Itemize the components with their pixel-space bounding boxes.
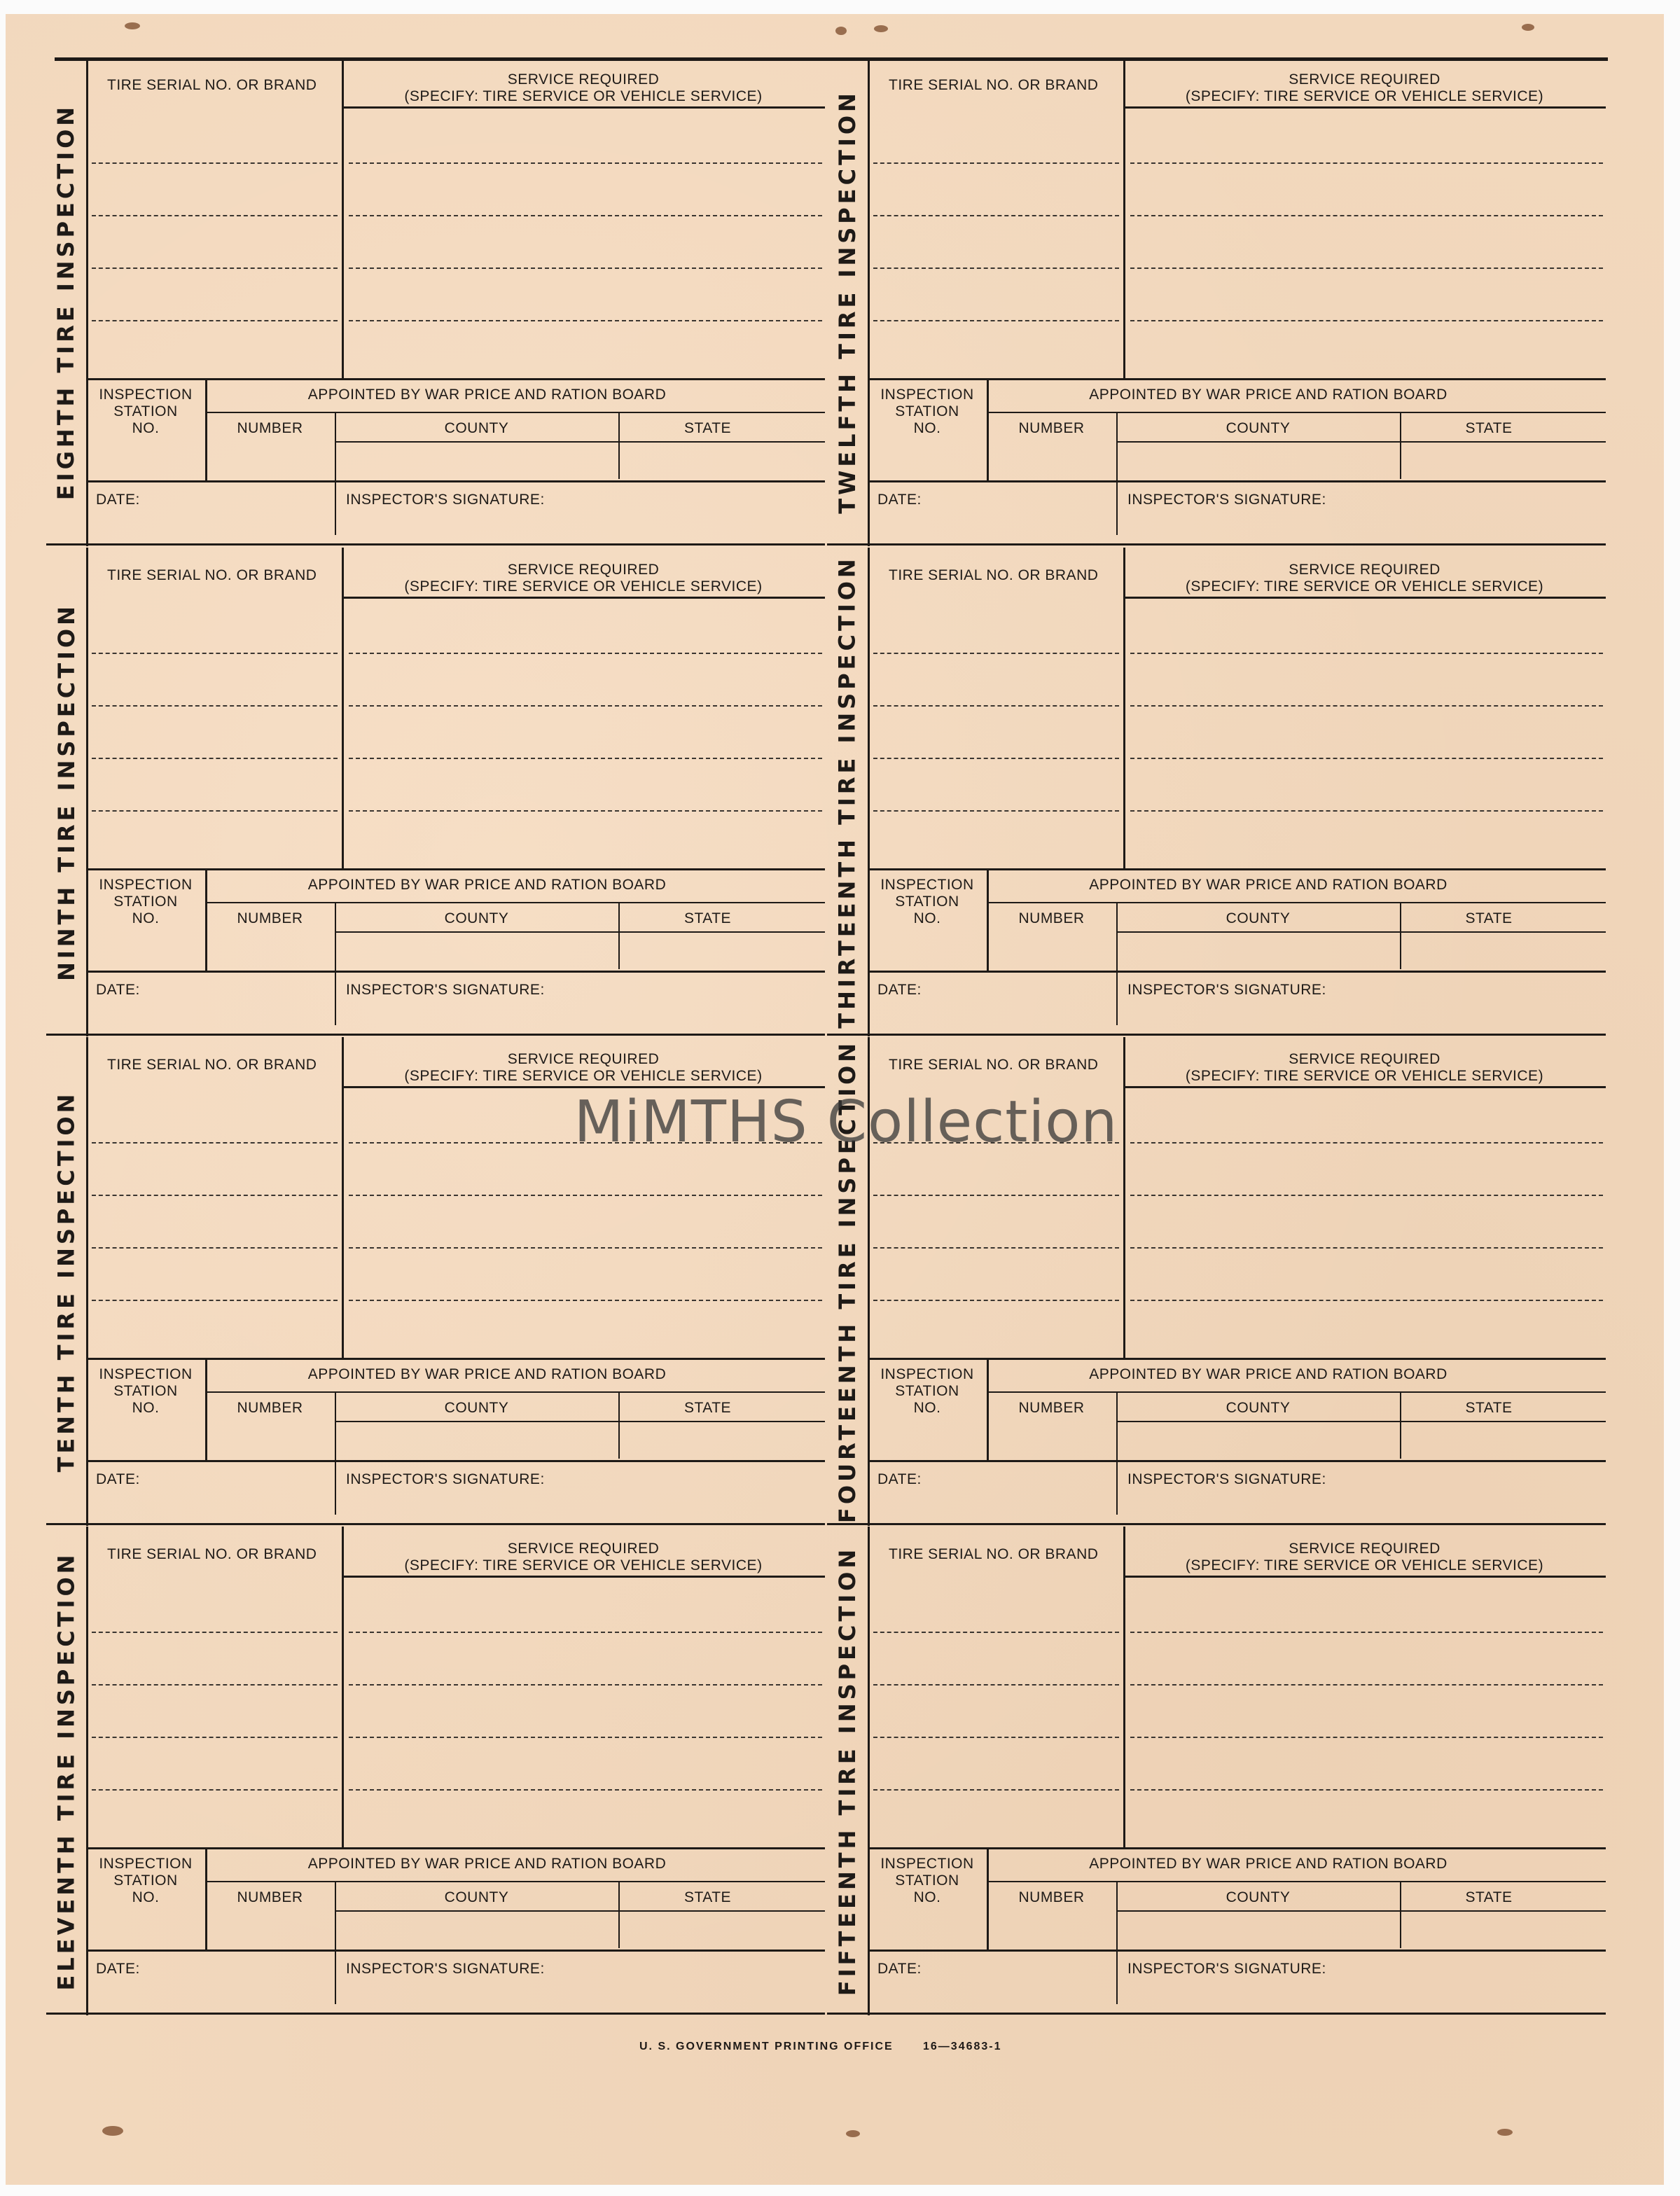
station-label-3: NO. — [913, 910, 941, 926]
serial-entry-line[interactable] — [92, 1142, 338, 1144]
header-rule — [1123, 597, 1606, 599]
service-entry-line[interactable] — [349, 267, 822, 269]
inspection-title — [827, 64, 868, 539]
serial-label: TIRE SERIAL NO. OR BRAND — [107, 1057, 317, 1073]
serial-entry-line[interactable] — [873, 215, 1119, 216]
service-entry-line[interactable] — [1130, 810, 1603, 812]
serial-entry-line[interactable] — [92, 1632, 338, 1633]
section-rule — [86, 378, 825, 380]
panel-border — [868, 1527, 870, 2015]
station-label-1: INSPECTION — [99, 1856, 193, 1872]
county-state-rule[interactable] — [1116, 1910, 1606, 1912]
inspection-title-text: THIRTEENTH TIRE INSPECTION — [834, 555, 861, 1029]
service-entry-line[interactable] — [349, 1737, 822, 1738]
serial-label: TIRE SERIAL NO. OR BRAND — [889, 1546, 1099, 1562]
date-rule — [868, 1460, 1606, 1462]
section-rule — [868, 1358, 1606, 1360]
county-state-rule[interactable] — [335, 441, 825, 443]
county-state-rule[interactable] — [335, 1910, 825, 1912]
number-divider — [1116, 412, 1118, 535]
serial-entry-line[interactable] — [873, 267, 1119, 269]
number-divider — [335, 1391, 336, 1515]
inspection-panel — [827, 548, 1606, 1036]
station-label-1: INSPECTION — [99, 1366, 193, 1382]
serial-entry-line[interactable] — [92, 1789, 338, 1791]
county-divider — [618, 1881, 620, 1948]
serial-entry-line[interactable] — [873, 758, 1119, 759]
serial-entry-line[interactable] — [92, 215, 338, 216]
paper-stain — [125, 22, 140, 29]
panel-border — [868, 57, 870, 546]
header-rule — [342, 106, 825, 109]
column-divider — [1123, 1037, 1125, 1359]
board-label: APPOINTED BY WAR PRICE AND RATION BOARD — [1089, 387, 1448, 403]
date-label: DATE: — [877, 1961, 922, 1977]
inspection-title-text: TWELFTH TIRE INSPECTION — [834, 90, 861, 514]
serial-entry-line[interactable] — [92, 705, 338, 707]
inspection-title-text: FOURTEENTH TIRE INSPECTION — [834, 1040, 861, 1523]
date-rule — [86, 1950, 825, 1952]
date-rule — [86, 480, 825, 482]
county-divider — [618, 412, 620, 479]
paper-stain — [835, 27, 847, 35]
panel-bottom-rule — [827, 1523, 1606, 1525]
service-entry-line[interactable] — [349, 758, 822, 759]
service-spec-label: (SPECIFY: TIRE SERVICE OR VEHICLE SERVICE) — [1185, 578, 1544, 595]
header-rule — [342, 1086, 825, 1088]
date-label: DATE: — [96, 1471, 140, 1487]
date-rule — [868, 1950, 1606, 1952]
service-label: SERVICE REQUIRED — [1289, 562, 1441, 578]
board-rule — [987, 902, 1606, 903]
station-label-1: INSPECTION — [880, 387, 974, 403]
number-label: NUMBER — [237, 910, 303, 926]
county-label: COUNTY — [1226, 420, 1291, 436]
county-label: COUNTY — [1226, 910, 1291, 926]
service-spec-label: (SPECIFY: TIRE SERVICE OR VEHICLE SERVICE) — [404, 1068, 763, 1084]
inspection-title-text: NINTH TIRE INSPECTION — [53, 603, 80, 981]
serial-entry-line[interactable] — [873, 320, 1119, 321]
station-label-2: STATION — [113, 894, 178, 910]
service-entry-line[interactable] — [1130, 1789, 1603, 1791]
paper-stain — [102, 2126, 123, 2136]
service-entry-line[interactable] — [349, 320, 822, 321]
serial-entry-line[interactable] — [92, 1684, 338, 1686]
panel-bottom-rule — [46, 1034, 825, 1036]
service-spec-label: (SPECIFY: TIRE SERVICE OR VEHICLE SERVICE) — [1185, 1068, 1544, 1084]
county-state-rule[interactable] — [1116, 441, 1606, 443]
column-divider — [342, 548, 344, 870]
station-label-3: NO. — [913, 1400, 941, 1416]
number-label: NUMBER — [237, 420, 303, 436]
board-label: APPOINTED BY WAR PRICE AND RATION BOARD — [307, 1856, 667, 1872]
column-divider — [1123, 1527, 1125, 1849]
service-entry-line[interactable] — [349, 162, 822, 164]
serial-entry-line[interactable] — [873, 1300, 1119, 1301]
station-label-3: NO. — [132, 1889, 160, 1905]
state-label: STATE — [683, 1889, 732, 1905]
serial-entry-line[interactable] — [92, 320, 338, 321]
board-rule — [987, 1391, 1606, 1393]
header-rule — [342, 597, 825, 599]
number-label: NUMBER — [237, 1400, 303, 1416]
service-entry-line[interactable] — [349, 1195, 822, 1196]
service-entry-line[interactable] — [1130, 1684, 1603, 1686]
service-label: SERVICE REQUIRED — [507, 1051, 660, 1067]
service-label: SERVICE REQUIRED — [507, 71, 660, 88]
signature-label: INSPECTOR'S SIGNATURE: — [1127, 1471, 1326, 1487]
service-entry-line[interactable] — [349, 1632, 822, 1633]
serial-entry-line[interactable] — [873, 810, 1119, 812]
serial-entry-line[interactable] — [92, 1195, 338, 1196]
inspection-panel — [46, 57, 825, 546]
serial-entry-line[interactable] — [92, 1737, 338, 1738]
paper-stain — [1497, 2129, 1513, 2136]
inspection-title-text: ELEVENTH TIRE INSPECTION — [53, 1551, 80, 1991]
station-label-3: NO. — [132, 420, 160, 436]
panel-bottom-rule — [46, 1523, 825, 1525]
date-label: DATE: — [877, 1471, 922, 1487]
panel-bottom-rule — [827, 2013, 1606, 2015]
state-label: STATE — [683, 910, 732, 926]
station-label-3: NO. — [132, 910, 160, 926]
panel-border — [86, 548, 88, 1036]
date-rule — [868, 971, 1606, 973]
serial-entry-line[interactable] — [92, 162, 338, 164]
state-label: STATE — [1465, 420, 1513, 436]
number-label: NUMBER — [237, 1889, 303, 1905]
number-divider — [1116, 1391, 1118, 1515]
county-label: COUNTY — [444, 420, 509, 436]
section-rule — [86, 1358, 825, 1360]
station-label-3: NO. — [913, 420, 941, 436]
date-label: DATE: — [96, 492, 140, 508]
section-rule — [868, 378, 1606, 380]
station-label-2: STATION — [895, 1872, 959, 1889]
state-label: STATE — [683, 1400, 732, 1416]
station-label-1: INSPECTION — [99, 877, 193, 893]
section-rule — [86, 1847, 825, 1849]
county-divider — [618, 902, 620, 969]
inspection-panel — [827, 1527, 1606, 2015]
station-label-2: STATION — [895, 403, 959, 419]
county-label: COUNTY — [444, 1889, 509, 1905]
county-label: COUNTY — [1226, 1889, 1291, 1905]
station-label-3: NO. — [913, 1889, 941, 1905]
serial-entry-line[interactable] — [873, 1789, 1119, 1791]
board-label: APPOINTED BY WAR PRICE AND RATION BOARD — [307, 877, 667, 893]
section-rule — [868, 1847, 1606, 1849]
inspection-title — [46, 64, 86, 539]
panel-bottom-rule — [46, 2013, 825, 2015]
column-divider — [342, 57, 344, 380]
printing-office-text: U. S. GOVERNMENT PRINTING OFFICE — [639, 2041, 894, 2052]
signature-label: INSPECTOR'S SIGNATURE: — [346, 1961, 545, 1977]
county-divider — [1400, 1881, 1401, 1948]
service-entry-line[interactable] — [349, 653, 822, 654]
county-state-rule[interactable] — [335, 931, 825, 933]
board-rule — [205, 1881, 825, 1882]
service-entry-line[interactable] — [349, 1300, 822, 1301]
station-label-2: STATION — [113, 1383, 178, 1399]
serial-label: TIRE SERIAL NO. OR BRAND — [889, 77, 1099, 93]
serial-entry-line[interactable] — [92, 1300, 338, 1301]
service-entry-line[interactable] — [1130, 320, 1603, 321]
serial-label: TIRE SERIAL NO. OR BRAND — [107, 567, 317, 583]
form-sheet — [6, 14, 1664, 2185]
panel-bottom-rule — [827, 543, 1606, 545]
station-label-2: STATION — [895, 1383, 959, 1399]
service-entry-line[interactable] — [1130, 267, 1603, 269]
serial-entry-line[interactable] — [873, 653, 1119, 654]
serial-entry-line[interactable] — [873, 1195, 1119, 1196]
service-label: SERVICE REQUIRED — [507, 562, 660, 578]
board-label: APPOINTED BY WAR PRICE AND RATION BOARD — [307, 387, 667, 403]
board-rule — [987, 412, 1606, 413]
service-entry-line[interactable] — [1130, 162, 1603, 164]
paper-stain — [1522, 24, 1534, 31]
inspection-panel — [827, 57, 1606, 546]
panel-border — [86, 1037, 88, 1526]
inspection-title — [46, 1534, 86, 2008]
serial-entry-line[interactable] — [873, 1247, 1119, 1249]
board-label: APPOINTED BY WAR PRICE AND RATION BOARD — [1089, 1856, 1448, 1872]
panel-border — [86, 57, 88, 546]
serial-label: TIRE SERIAL NO. OR BRAND — [889, 567, 1099, 583]
date-label: DATE: — [96, 1961, 140, 1977]
service-entry-line[interactable] — [1130, 1300, 1603, 1301]
service-entry-line[interactable] — [1130, 1247, 1603, 1249]
signature-label: INSPECTOR'S SIGNATURE: — [346, 982, 545, 998]
inspection-panel — [46, 1527, 825, 2015]
station-label-3: NO. — [132, 1400, 160, 1416]
service-entry-line[interactable] — [349, 1684, 822, 1686]
service-label: SERVICE REQUIRED — [1289, 71, 1441, 88]
signature-label: INSPECTOR'S SIGNATURE: — [346, 492, 545, 508]
station-label-1: INSPECTION — [99, 387, 193, 403]
serial-entry-line[interactable] — [873, 1737, 1119, 1738]
paper-stain — [846, 2130, 860, 2137]
header-rule — [342, 1576, 825, 1578]
serial-label: TIRE SERIAL NO. OR BRAND — [889, 1057, 1099, 1073]
column-divider — [342, 1037, 344, 1359]
county-state-rule[interactable] — [1116, 931, 1606, 933]
serial-entry-line[interactable] — [873, 705, 1119, 707]
header-rule — [1123, 1086, 1606, 1088]
service-entry-line[interactable] — [349, 215, 822, 216]
service-entry-line[interactable] — [1130, 758, 1603, 759]
date-rule — [86, 971, 825, 973]
inspection-title — [46, 1044, 86, 1519]
paper-stain — [874, 25, 888, 32]
inspection-title — [827, 555, 868, 1029]
service-entry-line[interactable] — [1130, 705, 1603, 707]
number-label: NUMBER — [1018, 420, 1085, 436]
panel-bottom-rule — [46, 543, 825, 545]
panel-bottom-rule — [827, 1034, 1606, 1036]
station-label-1: INSPECTION — [880, 877, 974, 893]
service-entry-line[interactable] — [1130, 215, 1603, 216]
panel-border — [868, 548, 870, 1036]
service-spec-label: (SPECIFY: TIRE SERVICE OR VEHICLE SERVICE) — [1185, 1557, 1544, 1573]
board-rule — [205, 1391, 825, 1393]
signature-label: INSPECTOR'S SIGNATURE: — [1127, 982, 1326, 998]
county-divider — [1400, 1391, 1401, 1459]
panel-border — [86, 1527, 88, 2015]
section-rule — [868, 868, 1606, 870]
state-label: STATE — [1465, 1889, 1513, 1905]
inspection-title-text: FIFTEENTH TIRE INSPECTION — [834, 1545, 861, 1996]
date-rule — [868, 480, 1606, 482]
section-rule — [86, 868, 825, 870]
county-label: COUNTY — [444, 910, 509, 926]
inspection-title-text: TENTH TIRE INSPECTION — [53, 1090, 80, 1473]
service-spec-label: (SPECIFY: TIRE SERVICE OR VEHICLE SERVICE) — [404, 1557, 763, 1573]
serial-entry-line[interactable] — [92, 1247, 338, 1249]
county-state-rule[interactable] — [335, 1421, 825, 1422]
signature-label: INSPECTOR'S SIGNATURE: — [1127, 492, 1326, 508]
state-label: STATE — [683, 420, 732, 436]
service-entry-line[interactable] — [1130, 1632, 1603, 1633]
date-label: DATE: — [877, 492, 922, 508]
number-label: NUMBER — [1018, 1400, 1085, 1416]
number-divider — [1116, 1881, 1118, 2004]
board-label: APPOINTED BY WAR PRICE AND RATION BOARD — [307, 1366, 667, 1382]
serial-entry-line[interactable] — [92, 267, 338, 269]
station-label-2: STATION — [113, 403, 178, 419]
board-label: APPOINTED BY WAR PRICE AND RATION BOARD — [1089, 877, 1448, 893]
board-rule — [987, 1881, 1606, 1882]
board-rule — [205, 902, 825, 903]
number-label: NUMBER — [1018, 1889, 1085, 1905]
date-rule — [86, 1460, 825, 1462]
serial-entry-line[interactable] — [92, 653, 338, 654]
inspection-panel — [46, 548, 825, 1036]
service-entry-line[interactable] — [1130, 1195, 1603, 1196]
header-rule — [1123, 1576, 1606, 1578]
board-label: APPOINTED BY WAR PRICE AND RATION BOARD — [1089, 1366, 1448, 1382]
form-number: 16—34683-1 — [923, 2041, 1002, 2052]
county-state-rule[interactable] — [1116, 1421, 1606, 1422]
state-label: STATE — [1465, 910, 1513, 926]
service-label: SERVICE REQUIRED — [1289, 1541, 1441, 1557]
service-entry-line[interactable] — [349, 810, 822, 812]
number-label: NUMBER — [1018, 910, 1085, 926]
serial-entry-line[interactable] — [92, 810, 338, 812]
date-label: DATE: — [877, 982, 922, 998]
board-rule — [205, 412, 825, 413]
service-entry-line[interactable] — [1130, 1737, 1603, 1738]
county-divider — [618, 1391, 620, 1459]
number-divider — [335, 1881, 336, 2004]
service-entry-line[interactable] — [1130, 1142, 1603, 1144]
number-divider — [335, 412, 336, 535]
serial-entry-line[interactable] — [873, 1684, 1119, 1686]
service-entry-line[interactable] — [349, 1247, 822, 1249]
service-spec-label: (SPECIFY: TIRE SERVICE OR VEHICLE SERVICE) — [1185, 88, 1544, 104]
serial-entry-line[interactable] — [873, 162, 1119, 164]
inspection-title — [827, 1534, 868, 2008]
service-label: SERVICE REQUIRED — [1289, 1051, 1441, 1067]
inspection-title-text: EIGHTH TIRE INSPECTION — [53, 103, 80, 501]
serial-entry-line[interactable] — [92, 758, 338, 759]
number-divider — [1116, 902, 1118, 1025]
service-spec-label: (SPECIFY: TIRE SERVICE OR VEHICLE SERVICE) — [404, 88, 763, 104]
serial-label: TIRE SERIAL NO. OR BRAND — [107, 1546, 317, 1562]
station-label-1: INSPECTION — [880, 1366, 974, 1382]
service-entry-line[interactable] — [349, 1789, 822, 1791]
county-divider — [1400, 412, 1401, 479]
column-divider — [1123, 57, 1125, 380]
station-label-1: INSPECTION — [880, 1856, 974, 1872]
service-label: SERVICE REQUIRED — [507, 1541, 660, 1557]
service-spec-label: (SPECIFY: TIRE SERVICE OR VEHICLE SERVICE) — [404, 578, 763, 595]
state-label: STATE — [1465, 1400, 1513, 1416]
column-divider — [342, 1527, 344, 1849]
signature-label: INSPECTOR'S SIGNATURE: — [346, 1471, 545, 1487]
serial-label: TIRE SERIAL NO. OR BRAND — [107, 77, 317, 93]
county-label: COUNTY — [1226, 1400, 1291, 1416]
number-divider — [335, 902, 336, 1025]
inspection-title — [46, 555, 86, 1029]
date-label: DATE: — [96, 982, 140, 998]
service-entry-line[interactable] — [1130, 653, 1603, 654]
watermark: MiMTHS Collection — [574, 1089, 1118, 1155]
signature-label: INSPECTOR'S SIGNATURE: — [1127, 1961, 1326, 1977]
serial-entry-line[interactable] — [873, 1632, 1119, 1633]
service-entry-line[interactable] — [349, 705, 822, 707]
county-label: COUNTY — [444, 1400, 509, 1416]
station-label-2: STATION — [113, 1872, 178, 1889]
station-label-2: STATION — [895, 894, 959, 910]
county-divider — [1400, 902, 1401, 969]
column-divider — [1123, 548, 1125, 870]
header-rule — [1123, 106, 1606, 109]
